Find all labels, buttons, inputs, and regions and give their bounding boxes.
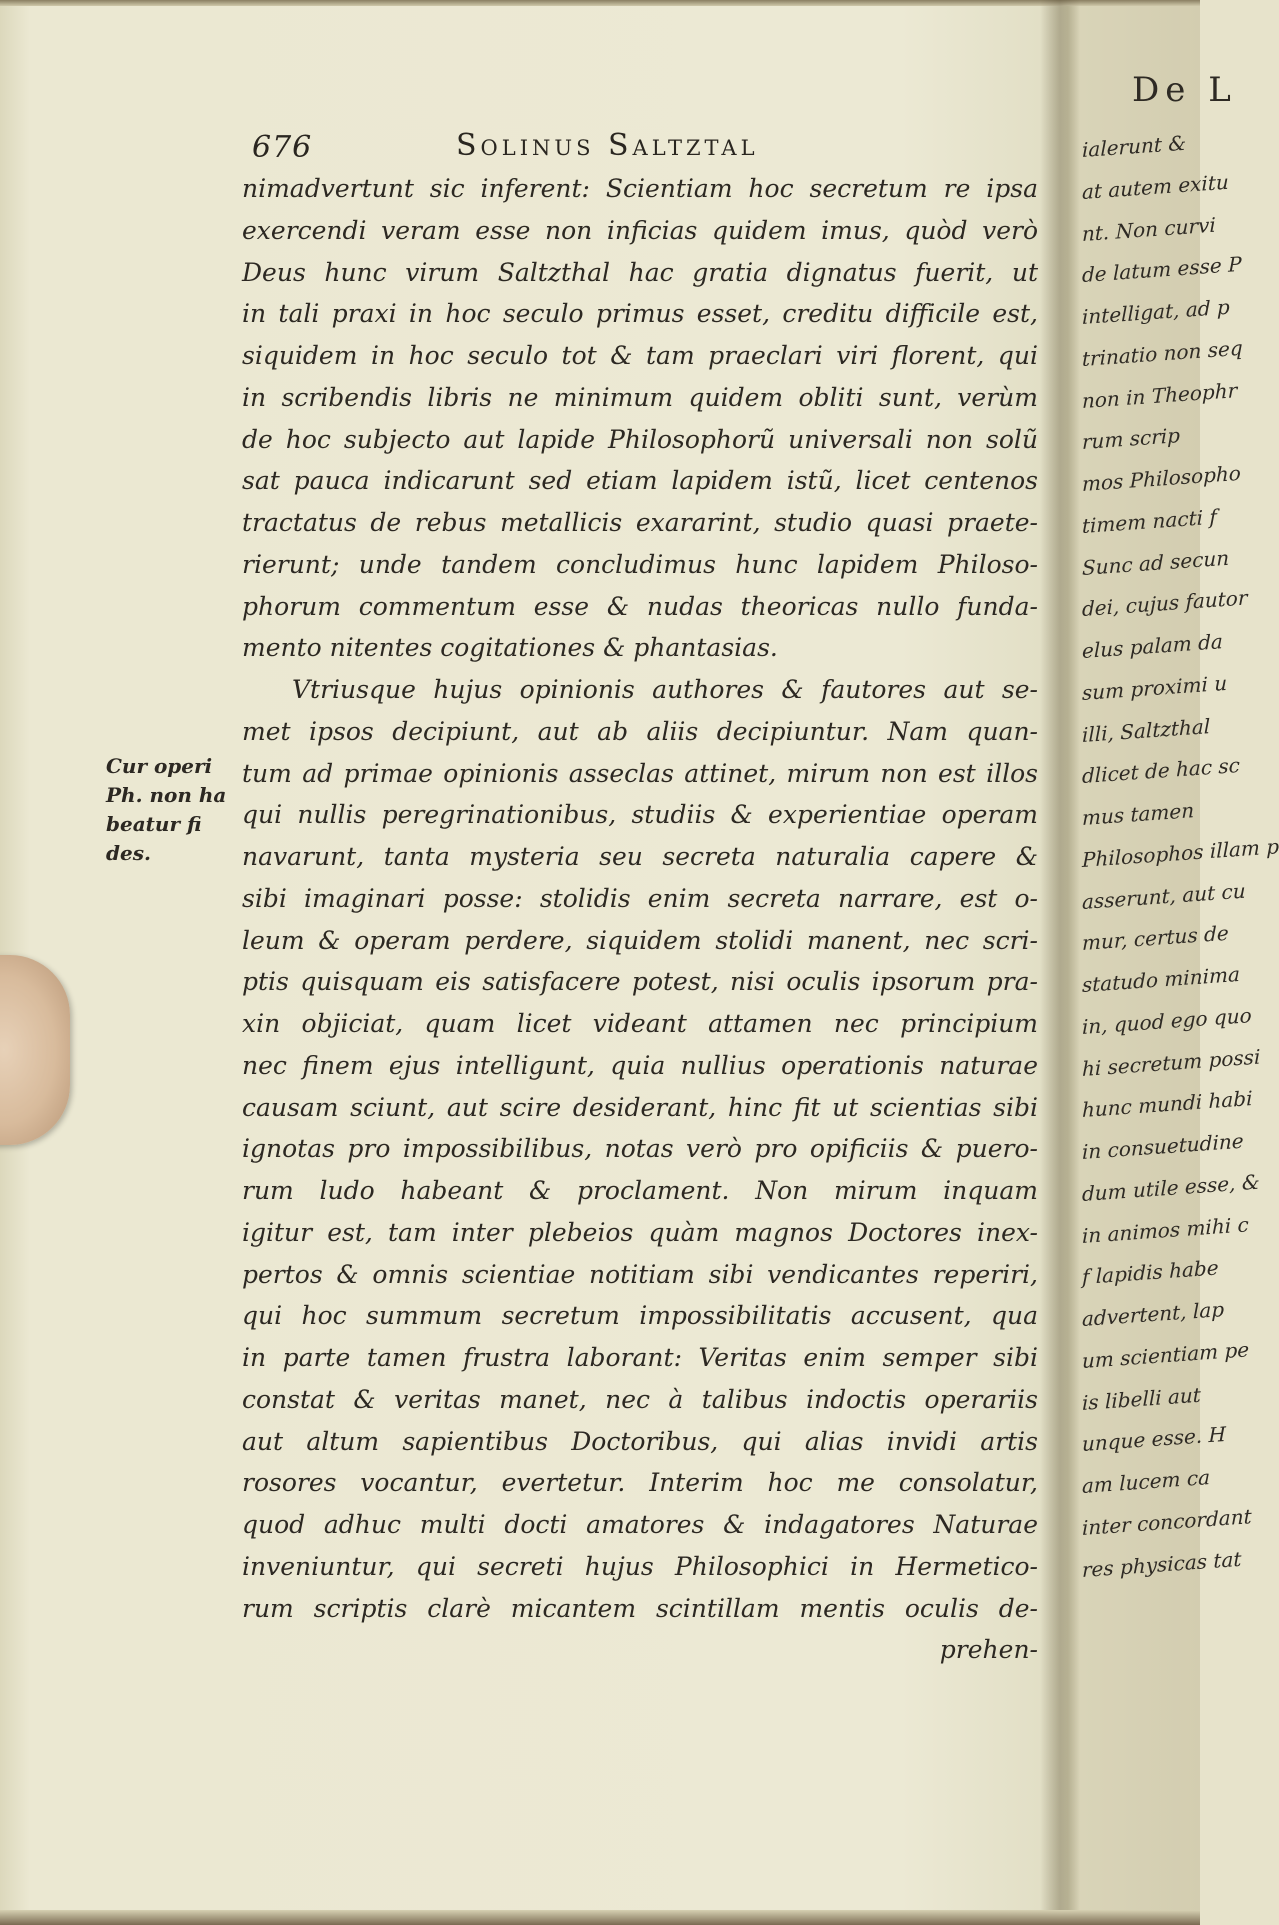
facing-line: hunc mundi habi <box>1082 1086 1253 1123</box>
text-line: Deus hunc virum Saltzthal hac gratia dignatus fuerit, ut <box>242 257 1038 287</box>
text-line: in parte tamen frustra laborant: Veritas enim semper sibi <box>242 1343 1038 1372</box>
gutter-shadow <box>1040 0 1080 1925</box>
facing-line: sum proximi u <box>1082 670 1228 705</box>
text-line: exercendi veram esse non inficias quidem imus, quòd verò <box>242 215 1038 245</box>
marginal-note-line: Cur operi <box>106 754 213 778</box>
page-bottom-edge <box>0 1910 1200 1925</box>
facing-line: nt. Non curvi <box>1082 212 1216 246</box>
facing-line: is libelli aut <box>1082 1382 1201 1415</box>
text-line: causam sciunt, aut scire desiderant, hinc fit ut scientias sibi <box>242 1092 1038 1122</box>
thumb-holding-page <box>0 955 70 1145</box>
text-line: aut altum sapientibus Doctoribus, qui alias invidi artis <box>242 1426 1038 1456</box>
text-line: sat pauca indicarunt sed etiam lapidem istũ, licet centenos <box>242 466 1038 496</box>
text-line: rierunt; unde tandem concludimus hunc lapidem Philoso- <box>242 549 1038 579</box>
facing-line: elus palam da <box>1082 629 1223 663</box>
facing-line: dlicet de hac sc <box>1082 753 1240 789</box>
facing-line: advertent, lap <box>1082 1297 1225 1331</box>
facing-line: Sunc ad secun <box>1082 545 1230 580</box>
text-line: navarunt, tanta mysteria seu secreta naturalia capere & <box>242 842 1038 871</box>
facing-line: um scientiam pe <box>1082 1337 1250 1373</box>
facing-line: mus tamen <box>1082 798 1195 830</box>
page-top-edge <box>0 0 1200 6</box>
page-number: 676 <box>252 130 313 165</box>
marginal-note-line: des. <box>106 841 151 865</box>
facing-line: dei, cujus fautor <box>1082 585 1248 622</box>
facing-line: f lapidis habe <box>1082 1255 1219 1290</box>
text-line: ptis quisquam eis satisfacere potest, nisi oculis ipsorum pra- <box>242 967 1038 997</box>
page-header <box>252 124 1032 168</box>
facing-line: asserunt, aut cu <box>1082 878 1246 914</box>
text-line: constat & veritas manet, nec à talibus indoctis operariis <box>242 1384 1038 1414</box>
text-line: siquidem in hoc seculo tot & tam praeclari viri florent, qui <box>242 341 1038 370</box>
facing-line: trinatio non seq <box>1082 335 1243 371</box>
facing-line: ialerunt & <box>1082 130 1187 162</box>
facing-line: Philosophos illam p <box>1082 833 1279 872</box>
facing-line: unque esse. H <box>1082 1422 1226 1457</box>
facing-line: inter concordant <box>1082 1503 1252 1540</box>
text-line: inveniuntur, qui secreti hujus Philosophici in Hermetico- <box>242 1551 1038 1581</box>
facing-line: in consuetudine <box>1082 1128 1244 1164</box>
text-line: in tali praxi in hoc seculo primus esset, creditu difficile est, <box>242 299 1038 329</box>
text-line: met ipsos decipiunt, aut ab aliis decipiuntur. Nam quan- <box>242 716 1038 746</box>
facing-line: rum scrip <box>1082 423 1180 455</box>
facing-page-edge <box>1082 50 1279 1690</box>
facing-line: de latum esse P <box>1082 252 1242 288</box>
facing-line: in animos mihi c <box>1082 1211 1249 1248</box>
catchword: prehen- <box>939 1635 1038 1665</box>
facing-line: at autem exitu <box>1082 169 1229 204</box>
text-line: tractatus de rebus metallicis exararint, studio quasi praete- <box>242 508 1038 537</box>
text-line: xin objiciat, quam licet videant attamen nec principium <box>242 1009 1038 1038</box>
text-line: nimadvertunt sic inferent: Scientiam hoc secretum re ipsa <box>242 174 1038 203</box>
text-line: qui hoc summum secretum impossibilitatis accusent, qua <box>242 1301 1038 1331</box>
text-line: tum ad primae opinionis asseclas attinet, mirum non est illos <box>242 758 1038 788</box>
text-line: sibi imaginari posse: stolidis enim secreta narrare, est o- <box>242 883 1038 913</box>
facing-line: illi, Saltzthal <box>1082 713 1211 747</box>
facing-page-header: De L <box>1132 70 1237 110</box>
text-line: ignotas pro impossibilibus, notas verò pro opificiis & puero- <box>242 1134 1038 1164</box>
marginal-note <box>106 752 227 868</box>
running-title: Solinus Saltztal <box>456 128 759 163</box>
text-line: phorum commentum esse & nudas theoricas nullo funda- <box>242 591 1038 621</box>
facing-line: hi secretum possi <box>1082 1044 1261 1081</box>
body-text <box>242 168 1038 1671</box>
facing-line: dum utile esse, & <box>1082 1169 1260 1206</box>
text-line: leum & operam perdere, siquidem stolidi manent, nec scri- <box>242 925 1038 955</box>
facing-page-lines <box>1082 130 1279 1591</box>
facing-line: statudo minima <box>1082 961 1240 997</box>
facing-line: res physicas tat <box>1082 1546 1242 1582</box>
text-line: rosores vocantur, evertetur. Interim hoc me consolatur, <box>242 1468 1038 1498</box>
text-line: rum ludo habeant & proclament. Non mirum inquam <box>242 1176 1038 1205</box>
text-line: rum scriptis clarè micantem scintillam mentis oculis de- <box>242 1593 1038 1623</box>
text-line: quod adhuc multi docti amatores & indagatores Naturae <box>242 1510 1038 1539</box>
text-line: de hoc subjecto aut lapide Philosophorũ universali non solũ <box>242 424 1038 454</box>
facing-line: intelligat, ad p <box>1082 294 1230 329</box>
marginal-note-line: beatur fi <box>106 812 202 836</box>
facing-line: in, quod ego quo <box>1082 1002 1252 1039</box>
text-line: igitur est, tam inter plebeios quàm magnos Doctores inex- <box>242 1217 1038 1247</box>
facing-line: am lucem ca <box>1082 1465 1211 1498</box>
text-line: mento nitentes cogitationes & phantasias. <box>242 633 778 663</box>
facing-line: non in Theophr <box>1082 377 1238 413</box>
text-line: pertos & omnis scientiae notitiam sibi vendicantes reperiri, <box>242 1259 1038 1289</box>
facing-line: timem nacti f <box>1082 504 1217 538</box>
text-line: qui nullis peregrinationibus, studiis & experientiae operam <box>242 800 1038 830</box>
text-line: Vtriusque hujus opinionis authores & fautores aut se- <box>292 675 1038 704</box>
facing-line: mur, certus de <box>1082 920 1229 956</box>
text-line: in scribendis libris ne minimum quidem obliti sunt, verùm <box>242 382 1038 412</box>
marginal-note-line: Ph. non ha <box>106 783 227 807</box>
facing-line: mos Philosopho <box>1082 460 1241 496</box>
text-line: nec finem ejus intelligunt, quia nullius operationis naturae <box>242 1050 1038 1080</box>
